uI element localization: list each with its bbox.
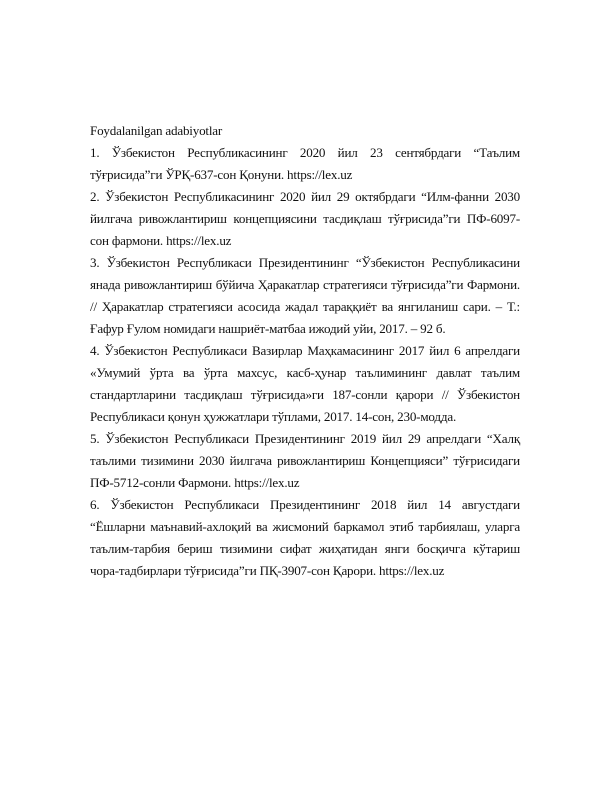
reference-item-1: 1. Ўзбекистон Республикасининг 2020 йил 23 сентябрдаги “Таълим тўғрисида”ги ЎРҚ-637-сон Қонуни. https://lex.uz	[90, 145, 520, 182]
reference-item-5: 5. Ўзбекистон Республикаси Президентининг 2019 йил 29 апрелдаги “Халқ таълими тизимини 2030 йилгача ривожлантириш Концепцияси” тўғрисидаги ПФ-5712-сонли Фармони. https://lex.uz	[90, 431, 520, 490]
reference-item-3: 3. Ўзбекистон Республикаси Президентининг “Ўзбекистон Республикасини янада ривожлантириш бўйича Ҳаракатлар стратегияси тўғрисида”ги Фармони. // Ҳаракатлар стратегияси асосида жадал тараққиёт ва янгиланиш сари. – Т.: Ғафур Ғулом номидаги нашриёт-матбаа ижодий уйи, 2017. – 92 б.	[90, 255, 520, 336]
reference-item-4: 4. Ўзбекистон Республикаси Вазирлар Маҳкамасининг 2017 йил 6 апрелдаги «Умумий ўрта ва ўрта махсус, касб-ҳунар таълимининг давлат таълим стандартларини тасдиқлаш тўғрисида»ги 187-сонли қарори // Ўзбекистон Республикаси қонун ҳужжатлари тўплами, 2017. 14-сон, 230-модда.	[90, 343, 520, 424]
reference-item-2: 2. Ўзбекистон Республикасининг 2020 йил 29 октябрдаги “Илм-фанни 2030 йилгача ривожлантириш концепциясини тасдиқлаш тўғрисида”ги ПФ-6097-сон фармони. https://lex.uz	[90, 189, 520, 248]
reference-item-6: 6. Ўзбекистон Республикаси Президентининг 2018 йил 14 августдаги “Ёшларни маънавий-ахлоқий ва жисмоний баркамол этиб тарбиялаш, уларга таълим-тарбия бериш тизимини сифат жиҳатидан янги босқичга кўтариш чора-тадбирлари тўғрисида”ги ПҚ-3907-сон Қарори. https://lex.uz	[90, 497, 520, 578]
document-page	[90, 120, 520, 582]
references-heading: Foydalanilgan adabiyotlar	[90, 123, 223, 138]
